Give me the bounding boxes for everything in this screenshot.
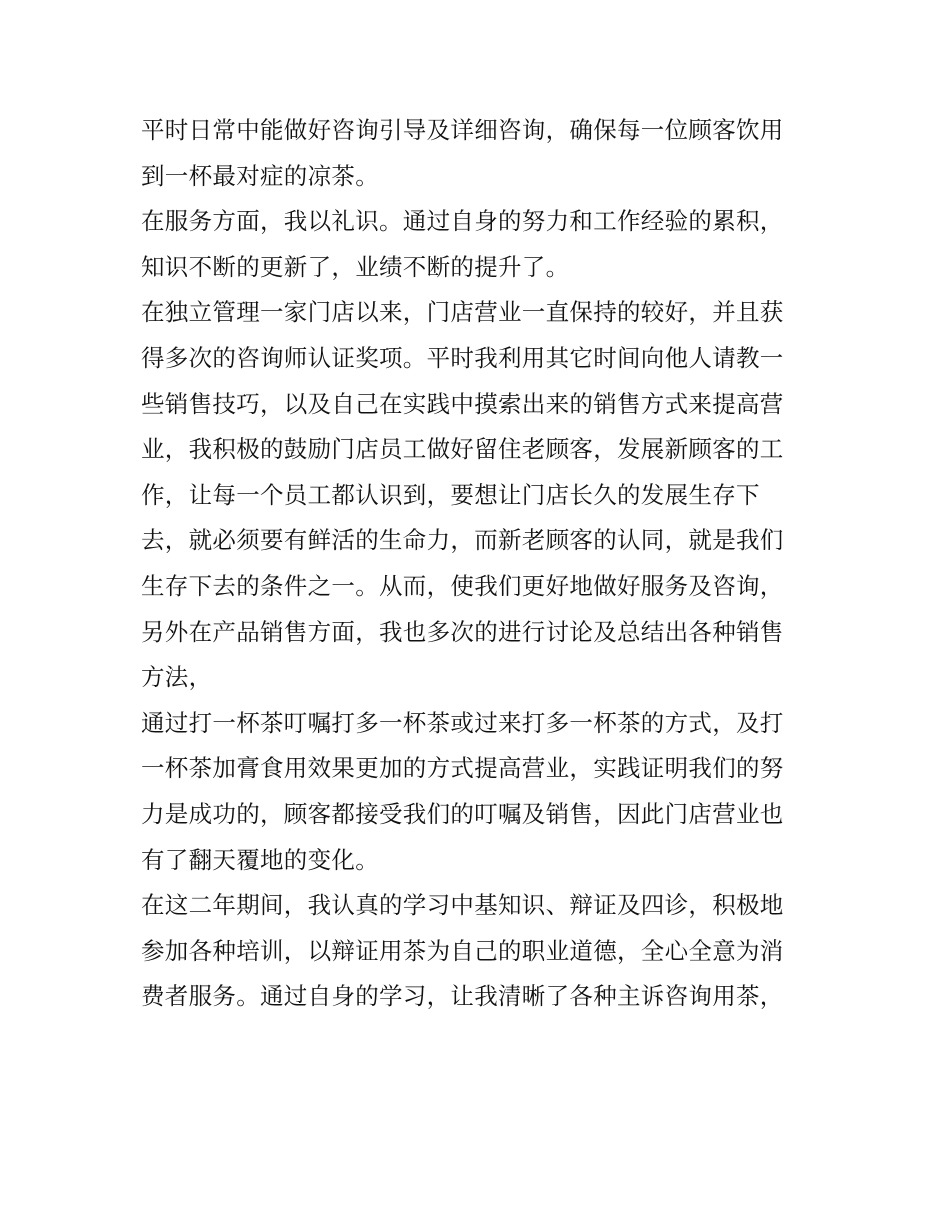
text-line: 去，就必须要有鲜活的生命力，而新老顾客的认同，就是我们 [141, 526, 784, 555]
text-line: 有了翻天覆地的变化。 [141, 845, 379, 874]
text-line: 知识不断的更新了，业绩不断的提升了。 [141, 252, 570, 281]
text-line: 费者服务。通过自身的学习，让我清晰了各种主诉咨询用茶， [141, 982, 784, 1011]
text-line: 另外在产品销售方面，我也多次的进行讨论及总结出各种销售 [141, 617, 784, 646]
text-line: 方法， [141, 663, 213, 692]
text-line: 在服务方面，我以礼识。通过自身的努力和工作经验的累积， [141, 207, 784, 236]
text-line: 生存下去的条件之一。从而，使我们更好地做好服务及咨询， [141, 571, 784, 600]
text-line: 参加各种培训，以辩证用茶为自己的职业道德，全心全意为消 [141, 936, 784, 965]
text-line: 业，我积极的鼓励门店员工做好留住老顾客，发展新顾客的工 [141, 435, 784, 464]
text-line: 得多次的咨询师认证奖项。平时我利用其它时间向他人请教一 [141, 343, 784, 372]
text-line: 在独立管理一家门店以来，门店营业一直保持的较好，并且获 [141, 298, 784, 327]
text-line: 一杯茶加膏食用效果更加的方式提高营业，实践证明我们的努 [141, 754, 784, 783]
text-line: 到一杯最对症的凉茶。 [141, 161, 379, 190]
text-line: 通过打一杯茶叮嘱打多一杯茶或过来打多一杯茶的方式，及打 [141, 708, 784, 737]
text-line: 平时日常中能做好咨询引导及详细咨询，确保每一位顾客饮用 [141, 116, 784, 144]
text-line: 作，让每一个员工都认识到，要想让门店长久的发展生存下 [141, 480, 760, 509]
text-line: 在这二年期间，我认真的学习中基知识、辩证及四诊，积极地 [141, 891, 784, 920]
text-line: 力是成功的，顾客都接受我们的叮嘱及销售，因此门店营业也 [141, 799, 784, 828]
body-text [141, 108, 821, 1020]
text-line: 些销售技巧，以及自己在实践中摸索出来的销售方式来提高营 [141, 389, 784, 418]
